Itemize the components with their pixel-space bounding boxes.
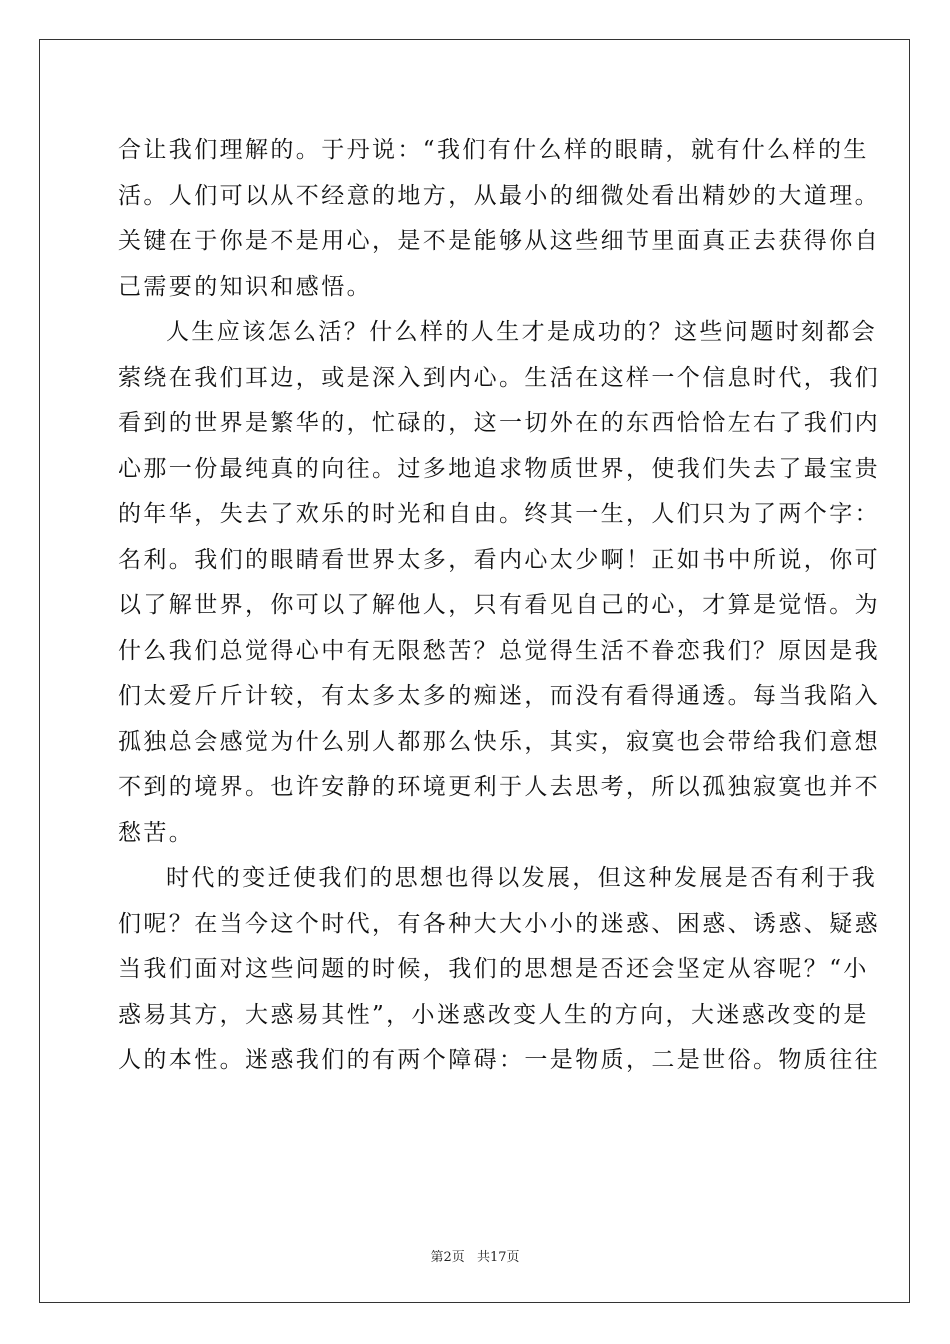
text-line: 看到的世界是繁华的，忙碌的，这一切外在的东西恰恰左右了我们内 <box>118 410 880 436</box>
text-line: 活。人们可以从不经意的地方，从最小的细微处看出精妙的大道理。 <box>118 182 880 209</box>
text-line: 关键在于你是不是用心，是不是能够从这些细节里面真正去获得你自 <box>118 228 880 254</box>
text-line: 惑易其方，大惑易其性”，小迷惑改变人生的方向，大迷惑改变的是 <box>118 1001 869 1028</box>
text-line: 愁苦。 <box>118 819 195 846</box>
text-line: 不到的境界。也许安静的环境更利于人去思考，所以孤独寂寞也并不 <box>118 774 880 800</box>
text-line: 孤独总会感觉为什么别人都那么快乐，其实，寂寞也会带给我们意想 <box>118 728 880 755</box>
text-line: 己需要的知识和感悟。 <box>118 273 372 300</box>
page-number: 第2页 <box>430 1250 465 1265</box>
text-line: 心那一份最纯真的向往。过多地追求物质世界，使我们失去了最宝贵 <box>118 455 880 482</box>
document-body <box>118 128 880 1084</box>
text-line: 什么我们总觉得心中有无限愁苦？总觉得生活不眷恋我们？原因是我 <box>118 637 880 664</box>
text-line: 当我们面对这些问题的时候，我们的思想是否还会坚定从容呢？“小 <box>118 956 869 982</box>
text-line: 的年华，失去了欢乐的时光和自由。终其一生，人们只为了两个字： <box>118 501 880 527</box>
text-line: 们呢？在当今这个时代，有各种大大小小的迷惑、困惑、诱惑、疑惑 <box>118 910 880 937</box>
page-footer <box>0 1246 950 1265</box>
text-line: 萦绕在我们耳边，或是深入到内心。生活在这样一个信息时代，我们 <box>118 364 880 391</box>
text-line: 以了解世界，你可以了解他人，只有看见自己的心，才算是觉悟。为 <box>118 592 880 618</box>
text-line: 名利。我们的眼睛看世界太多，看内心太少啊！正如书中所说，你可 <box>118 546 880 573</box>
text-line: 人的本性。迷惑我们的有两个障碍：一是物质，二是世俗。物质往往 <box>118 1047 880 1073</box>
text-line: 合让我们理解的。于丹说：“我们有什么样的眼睛，就有什么样的生 <box>118 137 869 163</box>
text-line: 人生应该怎么活？什么样的人生才是成功的？这些问题时刻都会 <box>166 319 878 345</box>
page-total: 共17页 <box>476 1250 520 1265</box>
text-line: 时代的变迁使我们的思想也得以发展，但这种发展是否有利于我 <box>166 865 878 891</box>
text-line: 们太爱斤斤计较，有太多太多的痴迷，而没有看得通透。每当我陷入 <box>118 683 880 709</box>
